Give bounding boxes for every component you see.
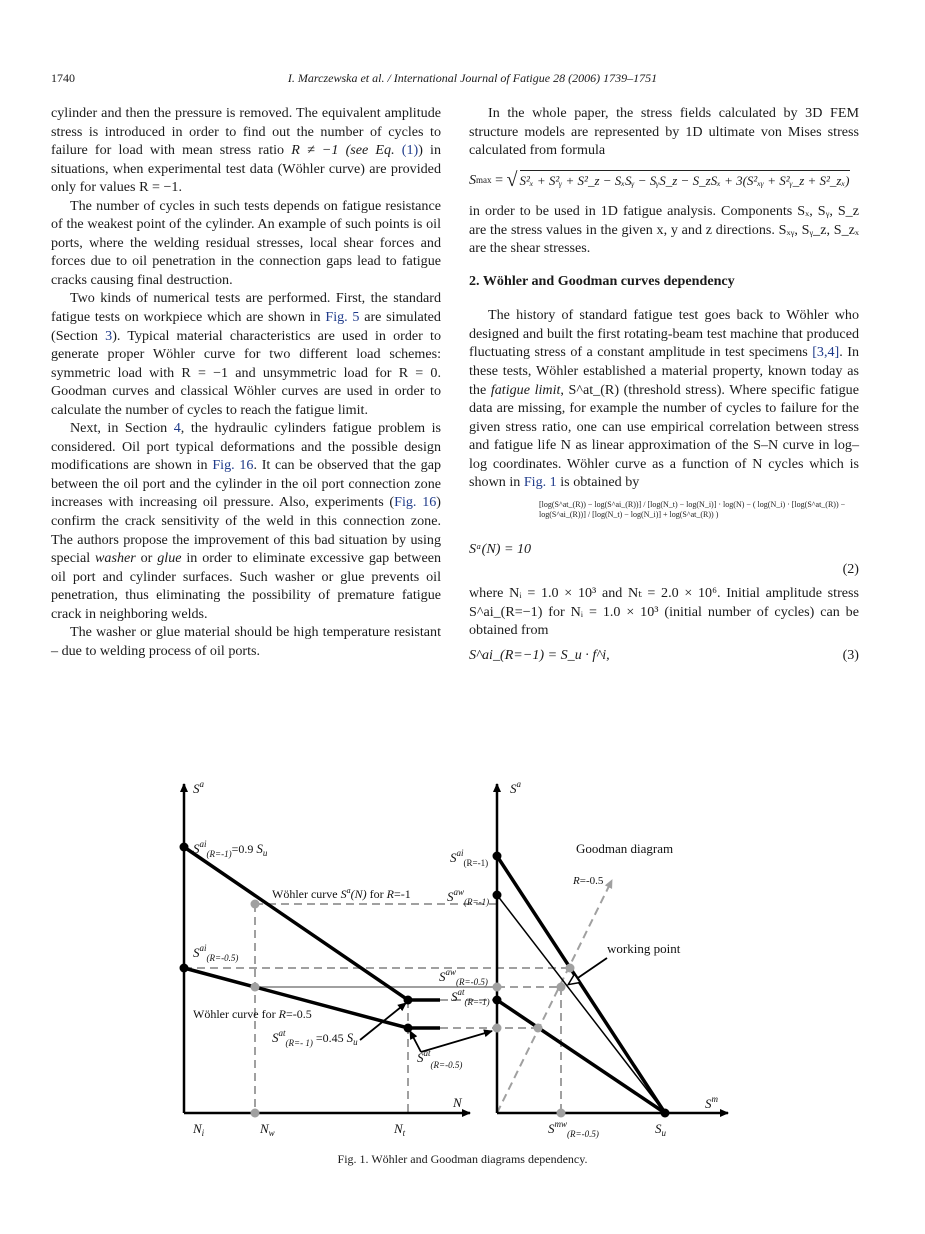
tick-nw: $N_w$ (260, 1121, 275, 1138)
left-y-axis-label: $S^a$ (193, 779, 204, 796)
figure-1 (0, 740, 925, 1180)
equation-2 (469, 500, 859, 560)
tick-smw: $S^{mw}_{(R=-0.5)}$ (548, 1119, 599, 1139)
equation-1-rhs: S²ₓ + S²ᵧ + S²_z − SₓSᵧ − SᵧS_z − S_zSₓ + 3(S²ₓᵧ + S²ᵧ_z + S²_zₓ) (520, 170, 850, 191)
paragraph-r3: The history of standard fatigue test goes back to Wöhler who designed and built the first rotating-beam test machine that produced fluctuating stress of a constant amplitude in test specimens [3,4]. In these tests, Wöhler established a material property, known today as the fatigue limit, S^at_(R) (threshold stress). Where specific fatigue data are missing, for example the number of cycles to failure for the given stress ratio, one can use empirical correlation between stress and fatigue life N as linear approximation of the S–N curve in log–log coordinates. Wöhler curve as a function of N cycles which is shown in Fig. 1 is obtained by (469, 307, 859, 491)
eq-1-link[interactable]: (1) (401, 142, 419, 159)
label-working-point: working point (607, 941, 681, 956)
section-heading: 2. Wöhler and Goodman curves dependency (469, 272, 735, 289)
label-sat-r05: $S^{at}_{(R=-0.5)}$ (417, 1048, 463, 1070)
label-sat-r1: $S^{at}_{(R=- 1)} =0.45$ $S_u$ (272, 1028, 358, 1048)
wohler-goodman-diagram (0, 740, 925, 1180)
label-sai-r05: $S^{ai}_{(R=-0.5)}$ (193, 943, 239, 963)
tick-su: $S_u$ (655, 1121, 666, 1138)
label-g-sai-r1: $S^{ai}_{(R=-1)}$ (450, 848, 489, 868)
equation-2-exponent: [log(S^at_(R)) − log(S^ai_(R))] / [log(N_t) − log(N_i)] · log(N) − ( log(N_i) · [log(S^at_(R)) − log(S^ai_(R))] / [log(N_t) − log(N_i)] + log(S^at_(R)) ) (539, 499, 846, 519)
fig-16-link-2[interactable]: Fig. 16 (394, 494, 437, 511)
left-x-axis-label: N (453, 1095, 462, 1110)
label-saw-r05: $S^{aw}_{(R=-0.5)}$ (439, 967, 488, 987)
section-3-link[interactable]: 3 (105, 327, 113, 344)
equation-1: S max = √ S²ₓ + S²ᵧ + S²_z − SₓSᵧ − SᵧS_z − S_zSₓ + 3(S²ₓᵧ + S²ᵧ_z + S²_zₓ) (469, 168, 850, 191)
running-title: I. Marczewska et al. / International Journal of Fatigue 28 (2006) 1739–1751 (287, 71, 658, 85)
fig-5-link[interactable]: Fig. 5 (325, 309, 360, 326)
paragraph-3: Two kinds of numerical tests are performed. First, the standard fatigue tests on workpiece which are shown in Fig. 5 are simulated (Section 3). Typical material characteristics are used in order to generate proper Wöhler curve for two different load schemes: symmetric load with R = −1 and unsymmetric load for R = 0. Goodman curves and classical Wöhler curves are used in order to calculate the number of cycles to reach the fatigue limit. (51, 290, 441, 418)
label-wohler-r1: Wöhler curve $S^a(N)$ for R=-1 (272, 886, 411, 901)
ref-3-4-link[interactable]: [3,4] (812, 344, 840, 361)
right-x-axis-label: $S^m$ (705, 1094, 718, 1111)
paragraph-4: Next, in Section 4, the hydraulic cylinders fatigue problem is considered. Oil port typical deformations and the possible design modifications are shown in Fig. 16. It can be observed that the gap between the oil port and the cylinder in the oil port connection zone increases with increasing oil pressure. Also, experiments (Fig. 16) confirm the crack sensitivity of the weld in this connection zone. The authors propose the improvement of this bad situation by using special washer or glue in order to eliminate excessive gap between oil port and cylinder surfaces. Such washer or glue prevents oil penetration, thus eliminating the possibility of premature fatigue crack in neighboring welds. (51, 420, 442, 622)
tick-nt: $N_t$ (394, 1121, 406, 1138)
paragraph-r4: where Nᵢ = 1.0 × 10³ and Nₜ = 2.0 × 10⁶. Initial amplitude stress S^ai_(R=−1) for Nᵢ = 1.0 × 10³ (initial number of cycles) can be obtained from (469, 585, 859, 639)
label-saw-r1: $S^{aw}_{(R=-1)}$ (447, 887, 490, 907)
page-number: 1740 (51, 71, 75, 85)
figure-caption: Fig. 1. Wöhler and Goodman diagrams dependency. (337, 1152, 588, 1166)
label-r-line: R=-0.5 (573, 875, 604, 887)
label-g-sat-r1: $S^{at}_{(R=-1)}$ (451, 987, 490, 1007)
dashed-guides (184, 880, 612, 1113)
goodman-line-at (497, 1000, 665, 1113)
equation-3: S^ai_(R=−1) = S_u · f^i, (3) (469, 647, 859, 664)
paragraph-2: The number of cycles in such tests depends on fatigue resistance of the weakest point of the cylinder. An example of such points is oil ports, where the welding residual stresses, local shear forces and forces due to oil penetration in the connection gaps lead to fatigue cracks causing final destruction. (51, 197, 441, 288)
paragraph-5: The washer or glue material should be high temperature resistant – due to welding process of oil ports. (51, 624, 441, 659)
equation-2-number: (2) (842, 560, 859, 577)
paragraph-r1: In the whole paper, the stress fields calculated by 3D FEM structure models are represented by 1D ultimate von Mises stress calculated from formula (469, 105, 859, 159)
paragraph-r2: in order to be used in 1D fatigue analysis. Components Sₓ, Sᵧ, S_z are the stress values in the given x, y and z directions. Sₓᵧ, Sᵧ_z, S_zₓ are the shear stresses. (469, 203, 859, 257)
right-column (469, 104, 859, 665)
equation-2-lhs: Sᵃ(N) = 10 (469, 540, 532, 557)
paragraph-1: cylinder and then the pressure is removed. The equivalent amplitude stress is introduced in order to find out the number of cycles to failure for load with mean stress ratio R ≠ −1 (see Eq. (1)) in situations, when experimental test data (Wöhler curve) are provided only for values R = −1. (51, 105, 441, 196)
label-wohler-r05: Wöhler curve for R=-0.5 (193, 1007, 312, 1021)
section-4-link[interactable]: 4 (173, 420, 181, 437)
label-sai-r1: $S^{ai}_{(R=-1)}=0.9$ $S_u$ (193, 839, 268, 859)
goodman-line-aw (497, 895, 665, 1113)
goodman-line-ai (497, 856, 665, 1113)
fig-16-link[interactable]: Fig. 16 (212, 457, 254, 474)
left-column (51, 104, 441, 660)
fig-1-link[interactable]: Fig. 1 (523, 474, 557, 491)
tick-ni: $N_i$ (193, 1121, 205, 1138)
right-y-axis-label: $S^a$ (510, 779, 521, 796)
goodman-title: Goodman diagram (576, 841, 674, 856)
